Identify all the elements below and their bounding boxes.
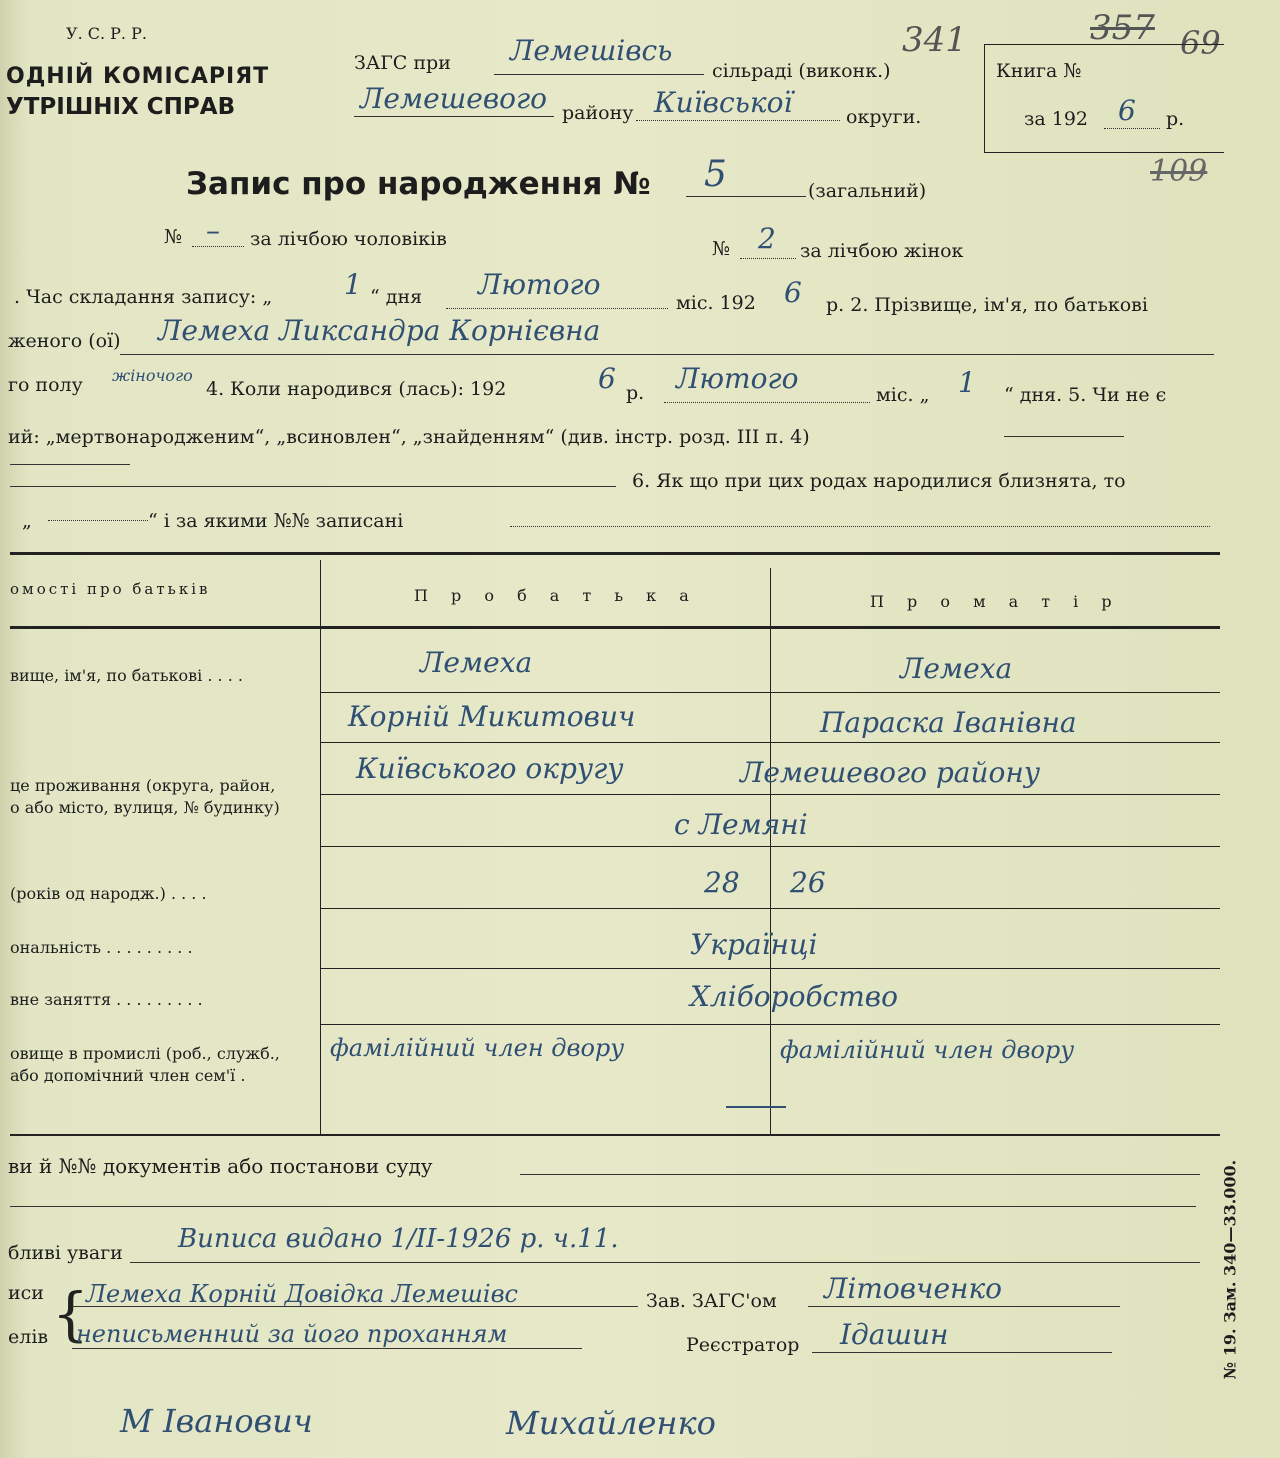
form-line3-e: “ дня. 5. Чи не є — [1004, 384, 1167, 406]
footer-hand-1: М Іванович — [120, 1402, 313, 1440]
corner-number-3: 69 — [1180, 24, 1221, 62]
form-line1-day: 1 — [344, 268, 362, 301]
footer-hand-2: Михайленко — [506, 1404, 716, 1442]
form-line1-year: 6 — [784, 276, 802, 309]
silradi-label: сільраді (виконк.) — [712, 60, 891, 82]
form-line1-month: Лютого — [478, 268, 601, 301]
table-header-bottom — [10, 626, 1220, 629]
mother-surname: Лемеха — [900, 652, 1013, 685]
form-line1-a: . Час складання запису: „ — [14, 286, 273, 308]
father-surname: Лемеха — [420, 646, 533, 679]
zags-village-underline — [494, 74, 704, 75]
occupation-value: Хліборобство — [690, 980, 898, 1013]
okrug-label: округи. — [846, 106, 922, 128]
row-label-name: вище, ім'я, по батькові . . . . — [10, 666, 243, 685]
record-general-label: (загальний) — [808, 180, 927, 202]
form-line3-sex: жіночого — [112, 366, 193, 385]
okrug-underline — [636, 120, 840, 121]
table-col1-header: П р о б а т ь к а — [414, 586, 698, 605]
table-hand-dash — [726, 1106, 786, 1108]
form-line4: ий: „мертвонародженим“, „всиновлен“, „знайденням“ (див. інстр. розд. III п. 4) — [8, 426, 810, 448]
table-row-sep-3 — [320, 794, 1220, 795]
documents-label: ви й №№ документів або постанови суду — [8, 1154, 433, 1178]
zags-village-hand: Лемешівсь — [510, 34, 673, 67]
form-line2-name: Лемеха Ликсандра Корнієвна — [158, 314, 601, 347]
notes-underline — [130, 1262, 1200, 1263]
table-col1-divider — [320, 560, 321, 1134]
book-label: Книга № — [996, 60, 1082, 82]
table-col2-header: П р о м а т і р — [870, 592, 1121, 611]
form-line1-month-underline — [446, 308, 668, 309]
record-number: 5 — [704, 154, 727, 195]
zags-prefix: ЗАГС при — [354, 52, 451, 74]
commissariat-line1: ОДНІЙ КОМІСАРІЯТ — [6, 64, 270, 89]
table-row-sep-7 — [320, 1024, 1220, 1025]
father-name: Корній Микитович — [348, 700, 636, 733]
row-label-residence-1: це проживання (округа, район, — [10, 776, 276, 795]
women-underline — [740, 258, 796, 259]
form-line1-c: міс. 192 — [676, 292, 756, 314]
form-line2-a: женого (ої) — [8, 330, 121, 352]
form-line3-day: 1 — [958, 366, 976, 399]
year-prefix: за 192 — [1024, 108, 1088, 130]
table-top-border — [10, 552, 1220, 555]
registrar-label: Реєстратор — [686, 1334, 800, 1356]
documents-line2 — [10, 1206, 1196, 1207]
notes-label: бливі уваги — [8, 1242, 123, 1264]
table-row-sep-5 — [320, 908, 1220, 909]
row-label-status-2: або допомічний член сем'ї . — [10, 1066, 246, 1085]
corner-number-1: 341 — [902, 20, 967, 60]
record-title: Запис про народження № — [186, 166, 651, 202]
year-suffix: р. — [1166, 108, 1185, 130]
form-line3-year: 6 — [598, 362, 616, 395]
corner-number-2: 357 — [1090, 8, 1155, 48]
table-col0-header: омості про батьків — [10, 580, 211, 598]
women-value: 2 — [758, 222, 776, 255]
registrar-signature: Ідашин — [840, 1318, 949, 1351]
form-line5: 6. Як що при цих родах народилися близнята, то — [632, 470, 1126, 492]
nationality-value: Українці — [690, 928, 818, 961]
age-father: 28 — [704, 866, 740, 899]
row-label-age: (років од народж.) . . . . — [10, 884, 207, 903]
women-prefix: № — [712, 238, 730, 260]
record-number-underline — [686, 196, 806, 197]
form-line6-underline — [48, 520, 148, 521]
zags-head-underline — [808, 1306, 1120, 1307]
table-row-sep-2 — [320, 742, 1220, 743]
residence-district: Лемешевого району — [740, 756, 1041, 789]
form-line3-month-underline — [664, 402, 870, 403]
book-box-top — [984, 44, 1224, 45]
row-label-residence-2: о або місто, вулиця, № будинку) — [10, 798, 280, 817]
zags-head-label: Зав. ЗАГС'ом — [646, 1290, 777, 1312]
row-label-occupation: вне заняття . . . . . . . . . — [10, 990, 203, 1009]
ussr-label: У. С. Р. Р. — [66, 24, 147, 43]
table-row-sep-6 — [320, 968, 1220, 969]
table-bottom-border — [10, 1134, 1220, 1136]
form-line4-dash — [1004, 436, 1124, 437]
form-line2-underline — [120, 354, 1214, 355]
father-residence: Київського округу — [356, 752, 624, 785]
signatures-brace: { — [52, 1280, 89, 1348]
row-label-status-1: овище в промислі (роб., служб., — [10, 1044, 280, 1063]
registrar-underline — [812, 1352, 1112, 1353]
form-line1-b: “ дня — [370, 286, 423, 308]
men-underline — [192, 246, 244, 247]
applicant-underline-1 — [72, 1306, 638, 1307]
district-hand: Лемешевого — [360, 82, 547, 115]
men-label: за лічбою чоловіків — [250, 228, 447, 250]
signatures-label-1: иси — [8, 1282, 44, 1304]
row-label-nationality: ональність . . . . . . . . . — [10, 938, 193, 957]
table-col2-divider — [770, 568, 771, 1134]
residence-village: с Лемяні — [674, 808, 808, 841]
form-line3-a: го полу — [8, 374, 83, 396]
documents-underline — [520, 1174, 1200, 1175]
form-line1-d: р. 2. Прізвище, ім'я, по батькові — [826, 294, 1148, 316]
district-label: району — [562, 102, 634, 124]
stamp-crossed: 109 — [1150, 154, 1208, 189]
table-row-sep-1 — [320, 692, 1220, 693]
book-box-bottom — [984, 152, 1224, 153]
district-underline — [354, 116, 554, 117]
form-line5-underline — [10, 486, 616, 487]
form-line6-underline2 — [510, 526, 1210, 527]
signatures-label-2: елів — [8, 1326, 49, 1348]
mother-name: Параска Іванівна — [820, 706, 1077, 739]
form-line3-d: міс. „ — [876, 384, 930, 406]
father-status: фамілійний член двору — [330, 1034, 625, 1062]
form-line4-dash2 — [10, 464, 130, 465]
commissariat-line2: УТРІШНІХ СПРАВ — [6, 94, 236, 120]
zags-head-signature: Літовченко — [824, 1272, 1003, 1305]
form-line6-a: „ — [22, 510, 32, 532]
book-box-left — [984, 44, 985, 152]
men-value: – — [206, 214, 220, 247]
form-line3-month: Лютого — [676, 362, 799, 395]
side-print: № 19. Зам. 340—33.000. — [1220, 1159, 1240, 1380]
women-label: за лічбою жінок — [800, 240, 964, 262]
form-line3-c: р. — [626, 382, 645, 404]
applicant-underline-2 — [72, 1348, 582, 1349]
notes-hand: Виписа видано 1/II-1926 р. ч.11. — [178, 1224, 619, 1254]
year-underline — [1104, 128, 1160, 129]
mother-status: фамілійний член двору — [780, 1036, 1075, 1064]
applicant-line-2: неписьменний за його проханням — [76, 1320, 508, 1348]
applicant-line-1: Лемеха Корній Довідка Лемешівс — [86, 1280, 518, 1308]
age-mother: 26 — [790, 866, 826, 899]
table-row-sep-4 — [320, 846, 1220, 847]
year-digit: 6 — [1118, 94, 1136, 127]
okrug-hand: Київської — [654, 86, 793, 119]
form-line3-b: 4. Коли народився (лась): 192 — [206, 378, 507, 400]
form-line6-b: “ і за якими №№ записані — [148, 510, 404, 532]
men-prefix: № — [164, 226, 182, 248]
